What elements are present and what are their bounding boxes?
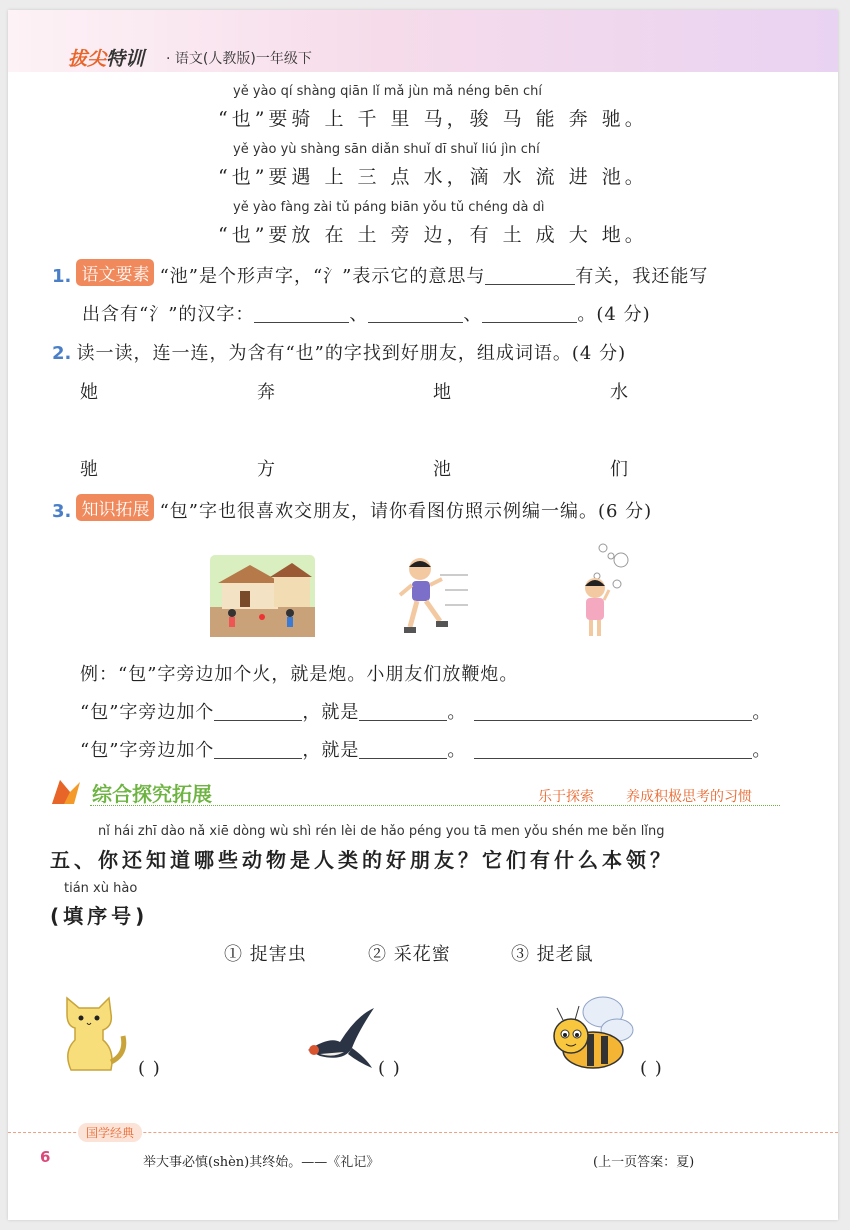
tag-zhishi-tuozhan: 知识拓展 (76, 494, 154, 521)
poem-line-2: “也”要遇 上 三 点 水，滴 水 流 进 池。 (218, 166, 648, 188)
answer-blank[interactable] (359, 740, 447, 759)
q5-pinyin-2: tián xù hào (64, 881, 138, 896)
answer-paren-bee[interactable]: ( ) (640, 1058, 663, 1079)
tag-yuwen-yaosu: 语文要素 (76, 259, 154, 286)
match-top-2[interactable]: 奔 (257, 382, 276, 403)
question-1-line-2: 出含有“氵”的汉字： 、 、 。(4 分) (82, 304, 651, 325)
poem-line-1: “也”要骑 上 千 里 马，骏 马 能 奔 驰。 (218, 108, 648, 130)
section-divider (90, 805, 780, 806)
footer-tag: 国学经典 (78, 1123, 142, 1142)
section-icon (50, 778, 84, 806)
question-2: 2. 读一读，连一连，为含有“也”的字找到好朋友，组成词语。(4 分) (52, 343, 627, 364)
option-3: ③ 捉老鼠 (511, 944, 594, 965)
answer-blank[interactable] (368, 304, 463, 323)
match-top-4[interactable]: 水 (610, 382, 629, 403)
brand-logo: 拔尖特训 (68, 48, 145, 70)
answer-line-2: “包”字旁边加个 ，就是 。 。 (80, 740, 772, 761)
poem-line-3: “也”要放 在 土 旁 边，有 土 成 大 地。 (218, 224, 648, 246)
poem-pinyin-2: yě yào yù shàng sān diǎn shuǐ dī shuǐ liú jìn chí (233, 142, 540, 157)
q5-question: 五、你还知道哪些动物是人类的好朋友？它们有什么本领？ (50, 848, 674, 872)
previous-page-answer: (上一页答案：夏) (593, 1155, 695, 1170)
question-3: 3. 知识拓展 “包”字也很喜欢交朋友，请你看图仿照示例编一编。(6 分) (52, 494, 652, 523)
match-bottom-3[interactable]: 池 (433, 459, 452, 480)
answer-paren-swallow[interactable]: ( ) (378, 1058, 401, 1079)
subject-label: · 语文(人教版)一年级下 (166, 51, 312, 67)
match-bottom-1[interactable]: 驰 (80, 459, 99, 480)
answer-blank[interactable] (474, 740, 752, 759)
bee-illustration (543, 994, 635, 1074)
match-bottom-2[interactable]: 方 (257, 459, 276, 480)
page-number: 6 (40, 1148, 51, 1166)
match-top-1[interactable]: 她 (80, 382, 99, 403)
worksheet-page (8, 10, 838, 1220)
option-1: ① 捉害虫 (224, 944, 307, 965)
answer-blank[interactable] (474, 702, 752, 721)
running-boy-illustration (390, 555, 470, 637)
q5-pinyin-1: nǐ hái zhī dào nǎ xiē dòng wù shì rén lèi de hǎo péng you tā men yǒu shén me běn lǐng (98, 824, 665, 839)
question-1: 1. 语文要素 “池”是个形声字，“氵”表示它的意思与 有关，我还能写 (52, 259, 708, 288)
poem-pinyin-1: yě yào qí shàng qiān lǐ mǎ jùn mǎ néng bēn chí (233, 84, 542, 99)
answer-blank[interactable] (485, 266, 575, 285)
answer-blank[interactable] (214, 702, 302, 721)
section-title: 综合探究拓展 (92, 782, 212, 806)
answer-blank[interactable] (482, 304, 577, 323)
option-2: ② 采花蜜 (368, 944, 451, 965)
girl-bubbles-illustration (573, 540, 643, 640)
match-top-3[interactable]: 地 (433, 382, 452, 403)
example-sentence: 例：“包”字旁边加个火，就是炮。小朋友们放鞭炮。 (80, 664, 519, 685)
answer-blank[interactable] (214, 740, 302, 759)
match-bottom-4[interactable]: 们 (610, 459, 629, 480)
section-motto-2: 养成积极思考的习惯 (626, 789, 752, 805)
answer-paren-cat[interactable]: ( ) (138, 1058, 161, 1079)
q5-instruction: (填序号) (50, 904, 149, 928)
answer-blank[interactable] (254, 304, 349, 323)
cat-illustration (53, 992, 133, 1080)
house-kids-illustration (210, 555, 315, 637)
answer-blank[interactable] (359, 702, 447, 721)
section-motto-1: 乐于探索 (538, 789, 594, 805)
swallow-illustration (300, 1006, 376, 1070)
answer-line-1: “包”字旁边加个 ，就是 。 。 (80, 702, 772, 723)
poem-pinyin-3: yě yào fàng zài tǔ páng biān yǒu tǔ chéng dà dì (233, 200, 545, 215)
footer-quote: 举大事必慎(shèn)其终始。——《礼记》 (143, 1155, 380, 1170)
